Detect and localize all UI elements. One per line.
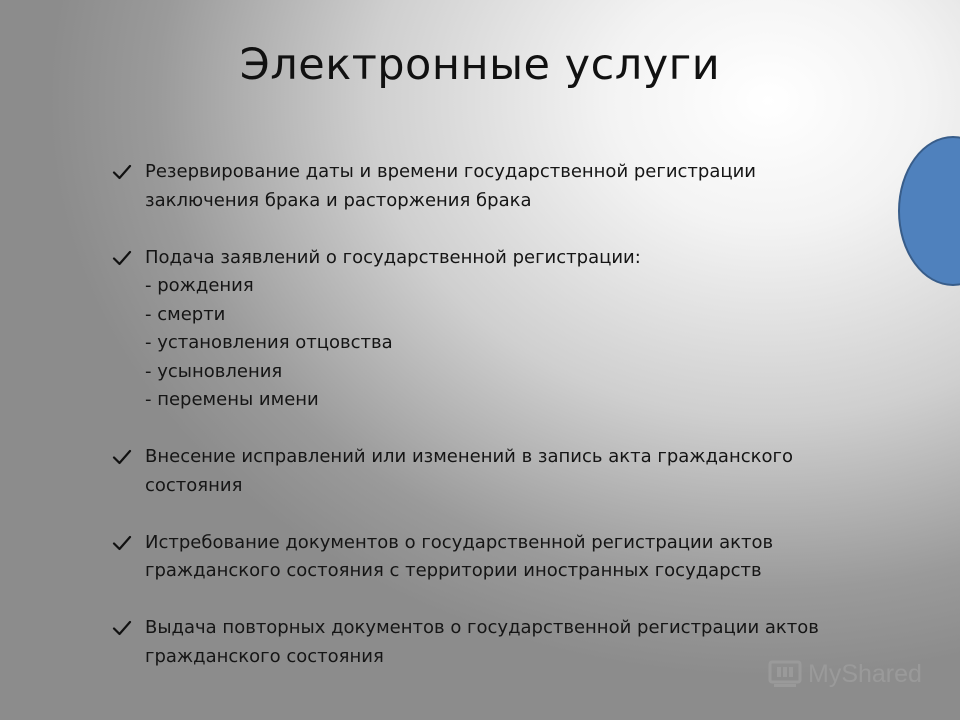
- list-item: [112, 443, 892, 500]
- item-text-line: Истребование документов о государственной регистрации актов: [145, 531, 774, 553]
- sub-item-line: - установления отцовства: [145, 332, 393, 353]
- bullet-list: [112, 158, 892, 671]
- checkmark-icon: [112, 250, 132, 266]
- checkmark-icon: [112, 164, 132, 180]
- checkmark-icon: [112, 620, 132, 636]
- sub-item-line: - усыновления: [145, 360, 283, 382]
- checkmark-icon: [112, 535, 132, 551]
- list-item: [112, 244, 892, 415]
- item-text-line: заключения брака и расторжения брака: [145, 189, 532, 211]
- myshared-logo-icon: [768, 658, 802, 690]
- item-text-line: гражданского состояния: [145, 645, 384, 667]
- list-item: [112, 529, 892, 586]
- sub-item-line: - смерти: [145, 303, 226, 325]
- decorative-blue-shape: [898, 136, 960, 286]
- item-text-line: Подача заявлений о государственной регистрации:: [145, 246, 641, 268]
- sub-item-line: - рождения: [145, 275, 254, 296]
- item-text-line: Выдача повторных документов о государственной регистрации актов: [145, 617, 819, 638]
- watermark-text: MyShared: [808, 659, 922, 688]
- watermark: [768, 656, 922, 692]
- item-text-line: Внесение исправлений или изменений в запись акта гражданского: [145, 446, 793, 467]
- item-text-line: Резервирование даты и времени государственной регистрации: [145, 161, 757, 182]
- item-text-line: гражданского состояния с территории иностранных государств: [145, 560, 762, 581]
- slide-title: Электронные услуги: [239, 40, 721, 90]
- list-item: [112, 158, 892, 215]
- checkmark-icon: [112, 449, 132, 465]
- item-text-line: состояния: [145, 474, 243, 496]
- sub-item-line: - перемены имени: [145, 389, 319, 410]
